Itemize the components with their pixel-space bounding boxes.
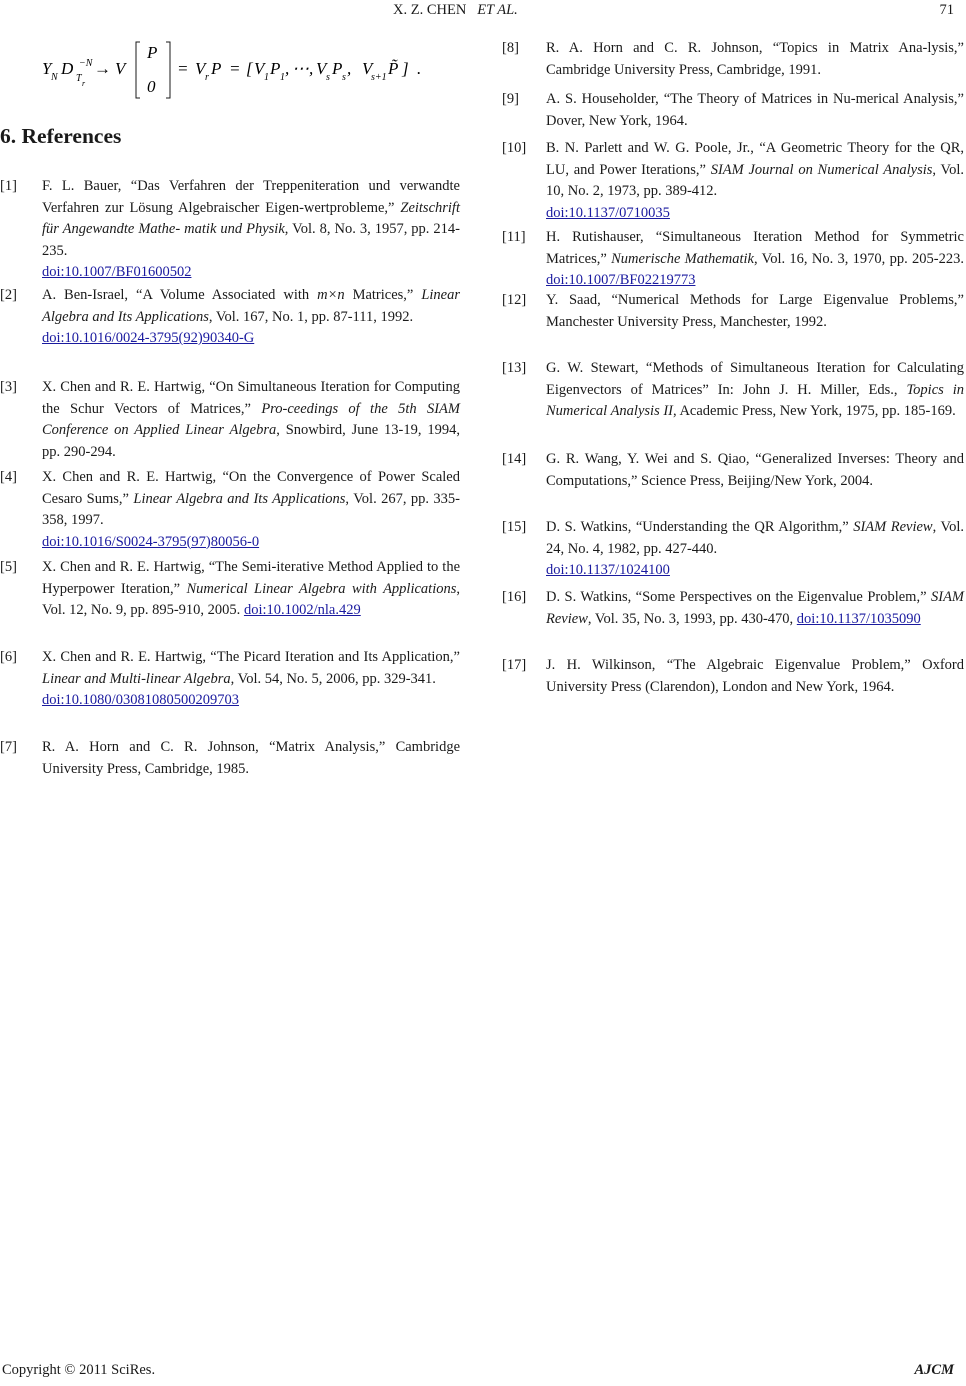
eq-r-sub: r <box>205 72 209 83</box>
eq-P: P <box>211 59 222 78</box>
eq-period: . <box>417 59 422 78</box>
reference-journal: Pro-ceedings of the 5th SIAM Conference on Applied Linear Algebra <box>42 400 460 438</box>
matrix-left-bracket <box>136 42 140 98</box>
reference-text-mid: Matrices,” <box>344 287 422 303</box>
reference-journal: Linear and Multi-linear Algebra <box>42 670 231 687</box>
eq-matrix-P: P <box>147 43 158 62</box>
eq-Ps: P <box>332 59 343 78</box>
reference-doi-link[interactable]: doi:10.1002/nla.429 <box>243 602 361 618</box>
reference-details: , Vol. 16, No. 3, 1970, pp. 205-223. <box>753 250 964 267</box>
running-head-author: X. Z. CHEN ET AL. <box>393 2 518 18</box>
reference-journal: Topics in Numerical Analysis II <box>546 381 965 419</box>
running-head <box>0 2 966 24</box>
reference-number: [1] <box>0 178 17 194</box>
reference-text: G. R. Wang, Y. Wei and S. Qiao, “Generalized Inverses: Theory and Computations,” Science Press, Beijing/New York, 2004. <box>546 451 964 489</box>
eq-arrow: → <box>94 59 111 78</box>
eq-s-sub-b: s <box>342 72 346 83</box>
reference-journal: SIAM Review <box>853 519 933 535</box>
reference-number: [3] <box>0 379 17 395</box>
reference-text: X. Chen and R. E. Hartwig, “The Semi-iterative Method Applied to the Hyperpower Iteration,” <box>42 559 460 597</box>
reference-details: , Vol. 267, pp. 335-358, 1997. <box>42 490 460 528</box>
eq-equals-2: = <box>229 59 241 78</box>
reference-doi-link[interactable]: doi:10.1007/BF02219773 <box>546 272 696 288</box>
reference-math: m×n <box>317 287 345 303</box>
reference-details: , Vol. 35, No. 3, 1993, pp. 430-470, <box>587 610 797 627</box>
eq-Vs: V <box>316 59 327 78</box>
equation-svg <box>36 36 456 102</box>
page-number: 71 <box>939 2 954 18</box>
reference-text: Y. Saad, “Numerical Methods for Large Eigenvalue Problems,” Manchester University Press, Manchester, 1992. <box>546 292 964 330</box>
reference-details: , Academic Press, New York, 1975, pp. 185-169. <box>673 403 956 419</box>
footer-journal: AJCM <box>914 1362 954 1378</box>
reference-details: , Vol. 8, No. 3, 1957, pp. 214-235. <box>42 221 461 259</box>
reference-details: , Vol. 24, No. 4, 1982, pp. 427-440. <box>546 519 964 557</box>
footer-copyright: Copyright © 2011 SciRes. <box>2 1362 156 1378</box>
eq-dots: ⋯ <box>292 59 309 78</box>
equation <box>36 36 456 102</box>
eq-matrix-zero: 0 <box>147 77 156 96</box>
eq-V: V <box>115 59 126 78</box>
eq-minusN-sup: −N <box>79 58 93 69</box>
reference-number: [13] <box>502 360 527 376</box>
eq-s1-sub: s+1 <box>371 72 387 83</box>
eq-1-sub-b: 1 <box>280 72 285 83</box>
reference-text: X. Chen and R. E. Hartwig, “On the Convergence of Power Scaled Cesaro Sums,” <box>42 469 460 507</box>
reference-text: A. S. Householder, “The Theory of Matrices in Nu-merical Analysis,” Dover, New York, 1964. <box>546 91 964 129</box>
eq-comma-3: , <box>347 59 352 78</box>
eq-Vs1: V <box>362 59 373 78</box>
reference-number: [4] <box>0 469 17 485</box>
eq-Y: Y <box>42 59 52 78</box>
reference-number: [14] <box>502 451 527 467</box>
reference-number: [12] <box>502 292 527 308</box>
reference-number: [10] <box>502 140 527 156</box>
reference-details: , Vol. 167, No. 1, pp. 87-111, 1992. <box>208 308 414 325</box>
reference-number: [6] <box>0 649 17 665</box>
reference-details: , Vol. 12, No. 9, pp. 895-910, 2005. <box>42 580 460 618</box>
eq-equals-1: = <box>177 59 189 78</box>
eq-s-sub-a: s <box>326 72 330 83</box>
reference-number: [17] <box>502 657 527 673</box>
reference-doi-link[interactable]: doi:10.1016/0024-3795(92)90340-G <box>42 330 255 346</box>
reference-doi-link[interactable]: doi:10.1016/S0024-3795(97)80056-0 <box>42 533 260 550</box>
reference-text: A. Ben-Israel, “A Volume Associated with <box>42 287 318 303</box>
eq-comma-2: , <box>309 59 314 78</box>
reference-doi-link[interactable]: doi:10.1137/1024100 <box>546 562 670 578</box>
eq-N-sub: N <box>51 72 58 83</box>
eq-T-sub: T <box>76 73 82 84</box>
reference-number: [7] <box>0 739 17 755</box>
reference-text: X. Chen and R. E. Hartwig, “The Picard Iteration and Its Application,” <box>42 649 460 665</box>
reference-details: , Snowbird, June 13-19, 1994, pp. 290-294. <box>42 422 460 460</box>
reference-text: J. H. Wilkinson, “The Algebraic Eigenvalue Problem,” Oxford University Press (Clarendon), London and New York, 1964. <box>546 657 964 695</box>
eq-Vr: V <box>195 59 206 78</box>
reference-text: H. Rutishauser, “Simultaneous Iteration Method for Symmetric Matrices,” <box>546 229 964 267</box>
eq-V1: V <box>254 59 265 78</box>
reference-doi-link[interactable]: doi:10.1137/1035090 <box>796 610 921 627</box>
reference-journal: SIAM Journal on Numerical Analysis <box>710 161 933 178</box>
reference-doi-link[interactable]: doi:10.1080/03081080500209703 <box>42 692 239 708</box>
reference-doi-link[interactable]: doi:10.1137/0710035 <box>546 204 670 221</box>
reference-journal: Numerical Linear Algebra with Applications <box>186 580 457 597</box>
reference-text: X. Chen and R. E. Hartwig, “On Simultaneous Iteration for Computing the Schur Vectors of Matrices,” <box>42 379 460 417</box>
eq-Ptilde: P̃ <box>388 59 399 78</box>
reference-number: [5] <box>0 559 17 575</box>
eq-r-subsub: r <box>82 79 86 88</box>
reference-journal: Linear Algebra and Its Applications <box>133 490 346 507</box>
reference-text: D. S. Watkins, “Understanding the QR Algorithm,” <box>546 519 854 535</box>
eq-1-sub-a: 1 <box>264 72 269 83</box>
reference-number: [8] <box>502 40 519 56</box>
reference-details: , Vol. 10, No. 2, 1973, pp. 389-412. <box>546 161 964 199</box>
reference-text: R. A. Horn and C. R. Johnson, “Matrix Analysis,” Cambridge University Press, Cambridge, 1985. <box>42 739 460 777</box>
reference-journal: Linear Algebra and Its Applications <box>42 287 460 325</box>
reference-journal: Numerische Mathematik <box>611 250 754 267</box>
eq-comma-1: , <box>285 59 290 78</box>
running-head-etal: ET AL. <box>477 2 518 18</box>
matrix-right-bracket <box>166 42 170 98</box>
reference-number: [15] <box>502 519 527 535</box>
reference-text: R. A. Horn and C. R. Johnson, “Topics in Matrix Ana-lysis,” Cambridge University Press, Cambridge, 1991. <box>546 40 964 78</box>
footer <box>0 1362 966 1384</box>
reference-number: [2] <box>0 287 17 303</box>
section-heading: 6. References <box>0 124 122 148</box>
reference-number: [16] <box>502 589 527 605</box>
reference-number: [11] <box>502 229 526 245</box>
reference-details: , Vol. 54, No. 5, 2006, pp. 329-341. <box>230 670 436 687</box>
reference-journal: SIAM Review <box>546 589 964 627</box>
reference-text: F. L. Bauer, “Das Verfahren der Treppeniteration und verwandte Verfahren zur Lösung Algebraischer Eigen-wertprobleme,” <box>42 178 460 216</box>
reference-number: [9] <box>502 91 519 107</box>
reference-text: B. N. Parlett and W. G. Poole, Jr., “A Geometric Theory for the QR, LU, and Power Iterations,” <box>546 140 964 178</box>
eq-rbracket: ] <box>402 59 409 78</box>
eq-D: D <box>61 59 74 78</box>
reference-text: D. S. Watkins, “Some Perspectives on the Eigenvalue Problem,” <box>546 589 931 605</box>
reference-journal: Zeitschrift für Angewandte Mathe- matik und Physik <box>42 199 460 237</box>
reference-doi-link[interactable]: doi:10.1007/BF01600502 <box>42 264 192 280</box>
eq-lbracket: [ <box>246 59 253 78</box>
eq-P1: P <box>270 59 281 78</box>
reference-text: G. W. Stewart, “Methods of Simultaneous Iteration for Calculating Eigenvectors of Matrices” In: John J. H. Miller, Eds., <box>546 360 964 398</box>
